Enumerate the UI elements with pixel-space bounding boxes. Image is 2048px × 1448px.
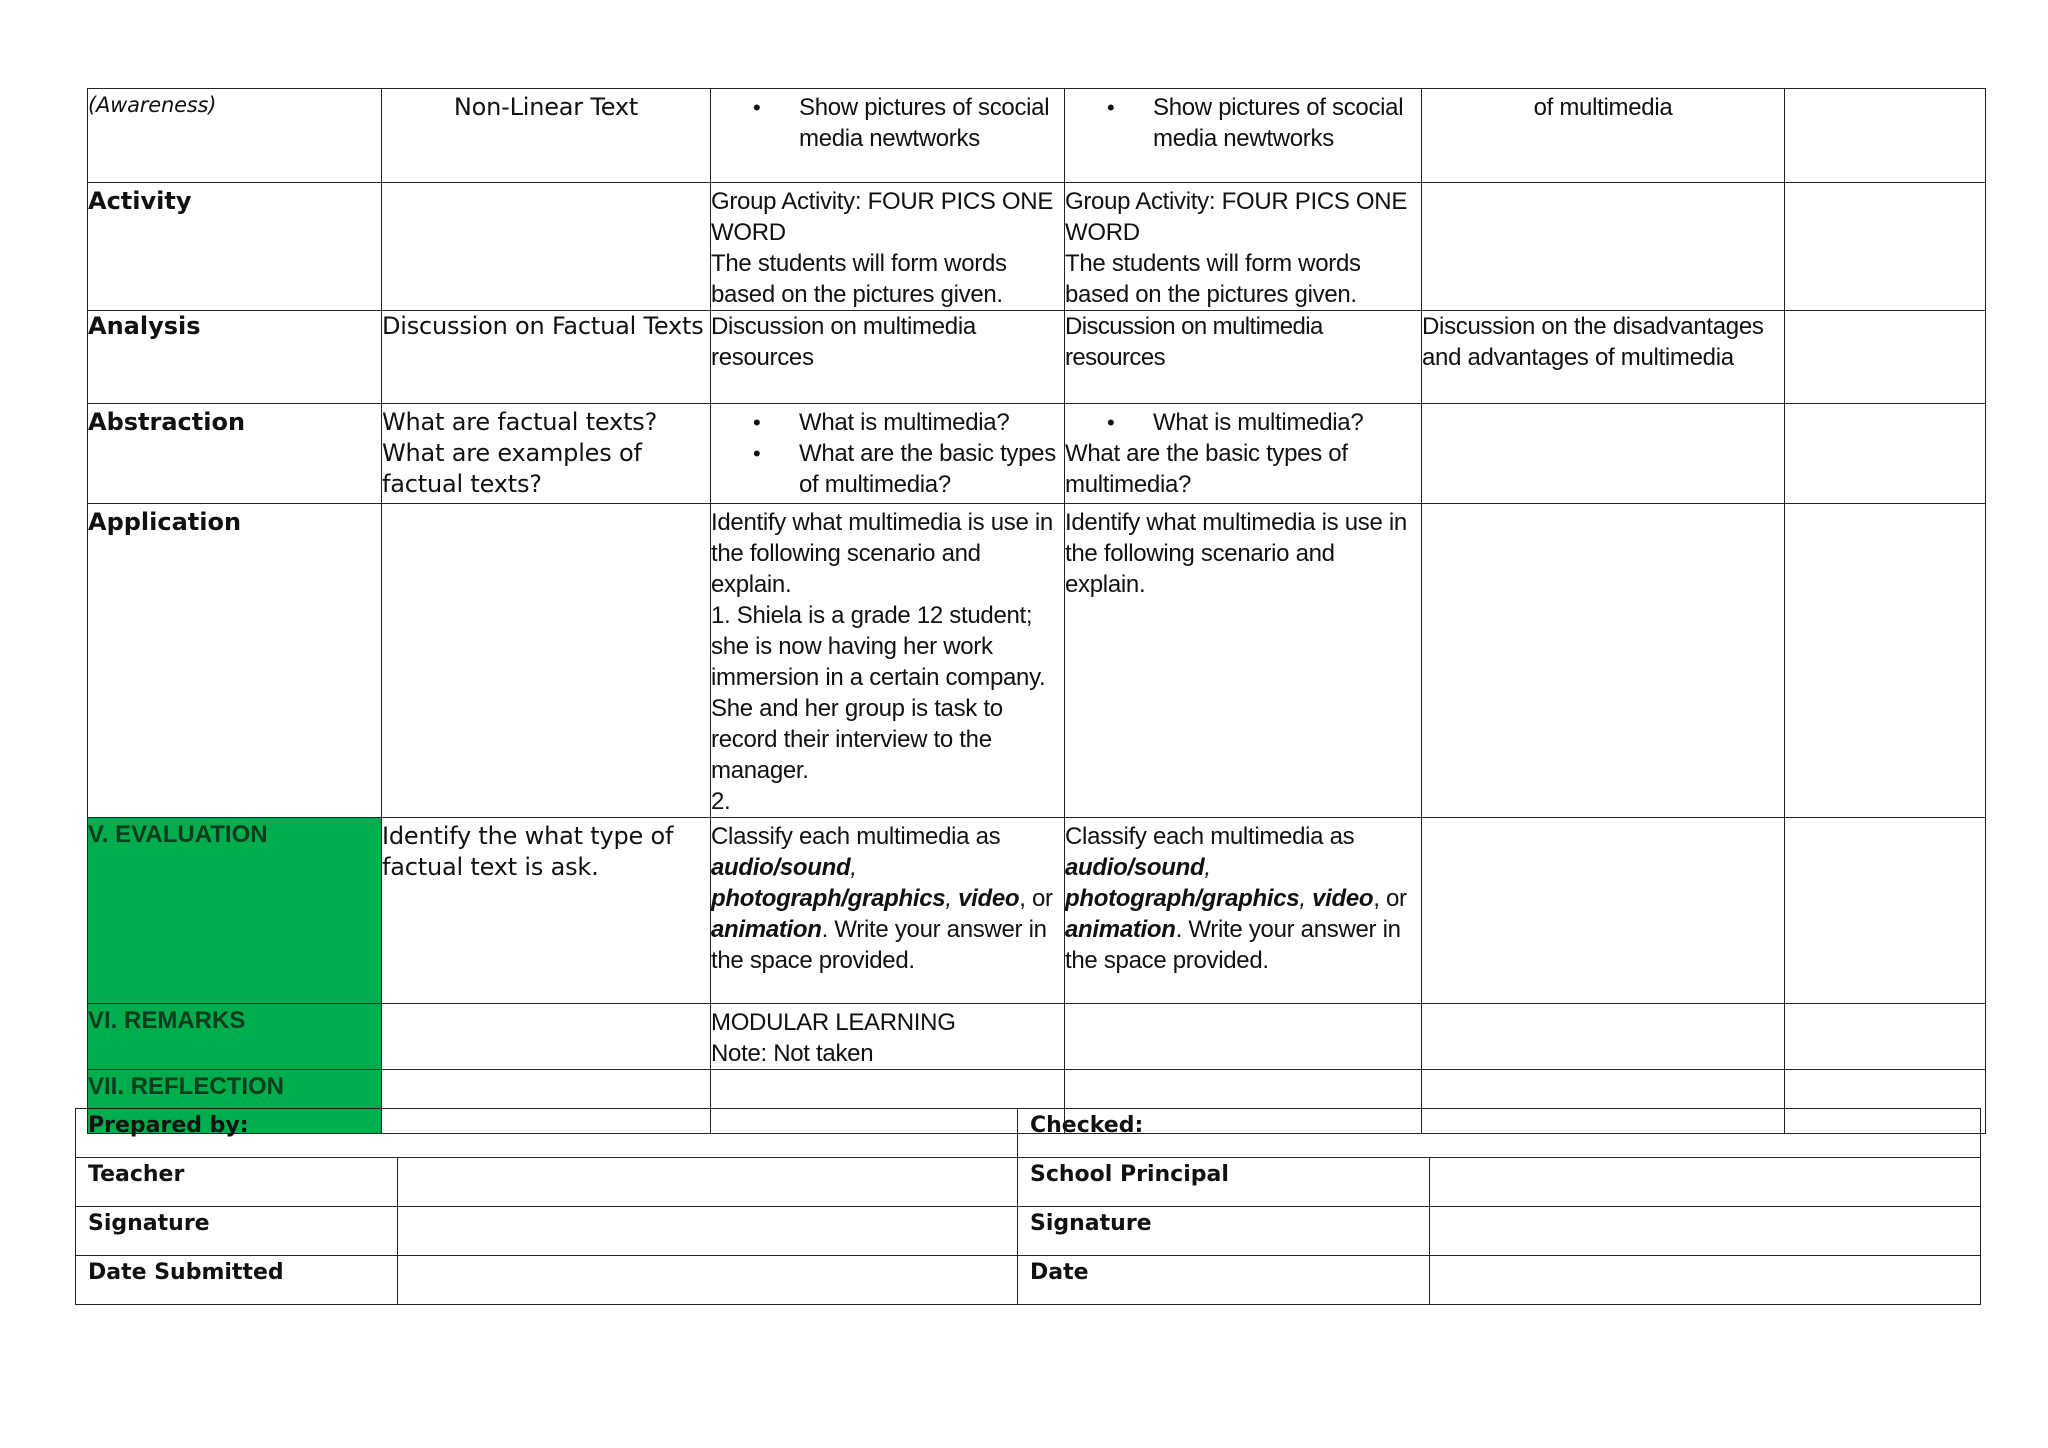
bullet-item: • Show pictures of scocial media newtworks: [711, 92, 1064, 154]
row-activity: [88, 183, 1986, 311]
prepared-by-label: Prepared by:: [76, 1109, 1018, 1158]
principal-name-field[interactable]: [1430, 1158, 1981, 1207]
awareness-day5: [1785, 89, 1986, 183]
bullet-list: [1065, 92, 1421, 154]
date-submitted-label: Date Submitted: [76, 1256, 398, 1305]
abstraction-day5: [1785, 404, 1986, 504]
activity-title: Group Activity: FOUR PICS ONE WORD: [711, 188, 1054, 246]
application-day5: [1785, 504, 1986, 818]
application-day3: Identify what multimedia is use in the following scenario and explain.: [1065, 504, 1422, 818]
bullet-item: • What are the basic types of multimedia?: [711, 438, 1064, 500]
application-scenario-2: 2.: [711, 788, 731, 815]
row-label-evaluation: V. EVALUATION: [88, 818, 382, 1004]
teacher-signature-label: Signature: [76, 1207, 398, 1256]
analysis-day4: Discussion on the disadvantages and advantages of multimedia: [1422, 311, 1785, 404]
bullet-item: • What is multimedia?: [1065, 407, 1421, 438]
remarks-day4: [1422, 1004, 1785, 1070]
application-day2: [711, 504, 1065, 818]
bullet-list: [711, 92, 1064, 154]
teacher-label: Teacher: [76, 1158, 398, 1207]
remarks-day5: [1785, 1004, 1986, 1070]
row-awareness: [88, 89, 1986, 183]
lesson-plan-table: [87, 88, 1986, 1134]
abstraction-day2: [711, 404, 1065, 504]
activity-instructions: The students will form words based on the pictures given.: [711, 250, 1007, 308]
activity-day3: [1065, 183, 1422, 311]
row-label-activity: Activity: [88, 183, 382, 311]
question: What are examples of factual texts?: [382, 439, 642, 498]
row-label-application: Application: [88, 504, 382, 818]
activity-day1: [382, 183, 711, 311]
question: What are factual texts?: [382, 408, 658, 436]
evaluation-day1: Identify the what type of factual text is ask.: [382, 818, 711, 1004]
abstraction-day1: [382, 404, 711, 504]
principal-signature-label: Signature: [1018, 1207, 1430, 1256]
evaluation-day4: [1422, 818, 1785, 1004]
teacher-name-field[interactable]: [398, 1158, 1018, 1207]
bullet-list: [1065, 407, 1421, 438]
checked-label: Checked:: [1018, 1109, 1981, 1158]
row-remarks: [88, 1004, 1986, 1070]
activity-title: Group Activity: FOUR PICS ONE WORD: [1065, 188, 1408, 246]
row-abstraction: [88, 404, 1986, 504]
application-day4: [1422, 504, 1785, 818]
activity-day2: [711, 183, 1065, 311]
bullet-item: • Show pictures of scocial media newtworks: [1065, 92, 1421, 154]
activity-instructions: The students will form words based on the pictures given.: [1065, 250, 1361, 308]
school-principal-label: School Principal: [1018, 1158, 1430, 1207]
abstraction-day3: [1065, 404, 1422, 504]
awareness-day2: [711, 89, 1065, 183]
analysis-day2: Discussion on multimedia resources: [711, 311, 1065, 404]
signature-table: [75, 1108, 1981, 1305]
application-day1: [382, 504, 711, 818]
row-analysis: [88, 311, 1986, 404]
awareness-day3: [1065, 89, 1422, 183]
date-label: Date: [1018, 1256, 1430, 1305]
remarks-day1: [382, 1004, 711, 1070]
row-label-reflection: VII. REFLECTION: [88, 1070, 382, 1134]
remarks-day2: [711, 1004, 1065, 1070]
evaluation-day3: Classify each multimedia as audio/sound, photograph/graphics, video, or animation. Write your answer in the space provided.: [1065, 818, 1422, 1004]
evaluation-day5: [1785, 818, 1986, 1004]
abstraction-day4: [1422, 404, 1785, 504]
signature-header-row: [76, 1109, 1981, 1158]
bullet-item: • What is multimedia?: [711, 407, 1064, 438]
remarks-day3: [1065, 1004, 1422, 1070]
question: What are the basic types of multimedia?: [1065, 440, 1348, 498]
row-evaluation: [88, 818, 1986, 1004]
principal-signature-field[interactable]: [1430, 1207, 1981, 1256]
remarks-mode: MODULAR LEARNING: [711, 1009, 956, 1036]
application-instruction: Identify what multimedia is use in the following scenario and explain.: [711, 509, 1053, 598]
activity-day4: [1422, 183, 1785, 311]
activity-day5: [1785, 183, 1986, 311]
remarks-note: Note: Not taken: [711, 1040, 874, 1067]
analysis-day5: [1785, 311, 1986, 404]
row-label-remarks: VI. REMARKS: [88, 1004, 382, 1070]
signature-role-row: [76, 1158, 1981, 1207]
evaluation-day2: Classify each multimedia as audio/sound, photograph/graphics, video, or animation. Write your answer in the space provided.: [711, 818, 1065, 1004]
analysis-day3: Discussion on multimedia resources: [1065, 311, 1422, 404]
awareness-day1: Non-Linear Text: [382, 89, 711, 183]
row-label-analysis: Analysis: [88, 311, 382, 404]
signature-sign-row: [76, 1207, 1981, 1256]
awareness-day4: of multimedia: [1422, 89, 1785, 183]
row-application: [88, 504, 1986, 818]
bullet-list: [711, 407, 1064, 500]
date-field[interactable]: [1430, 1256, 1981, 1305]
analysis-day1: Discussion on Factual Texts: [382, 311, 711, 404]
row-label-abstraction: Abstraction: [88, 404, 382, 504]
date-submitted-field[interactable]: [398, 1256, 1018, 1305]
teacher-signature-field[interactable]: [398, 1207, 1018, 1256]
signature-date-row: [76, 1256, 1981, 1305]
row-label-awareness: (Awareness): [88, 89, 382, 183]
application-scenario-1: 1. Shiela is a grade 12 student; she is now having her work immersion in a certain company. She and her group is task to record their interview to the manager.: [711, 602, 1046, 784]
